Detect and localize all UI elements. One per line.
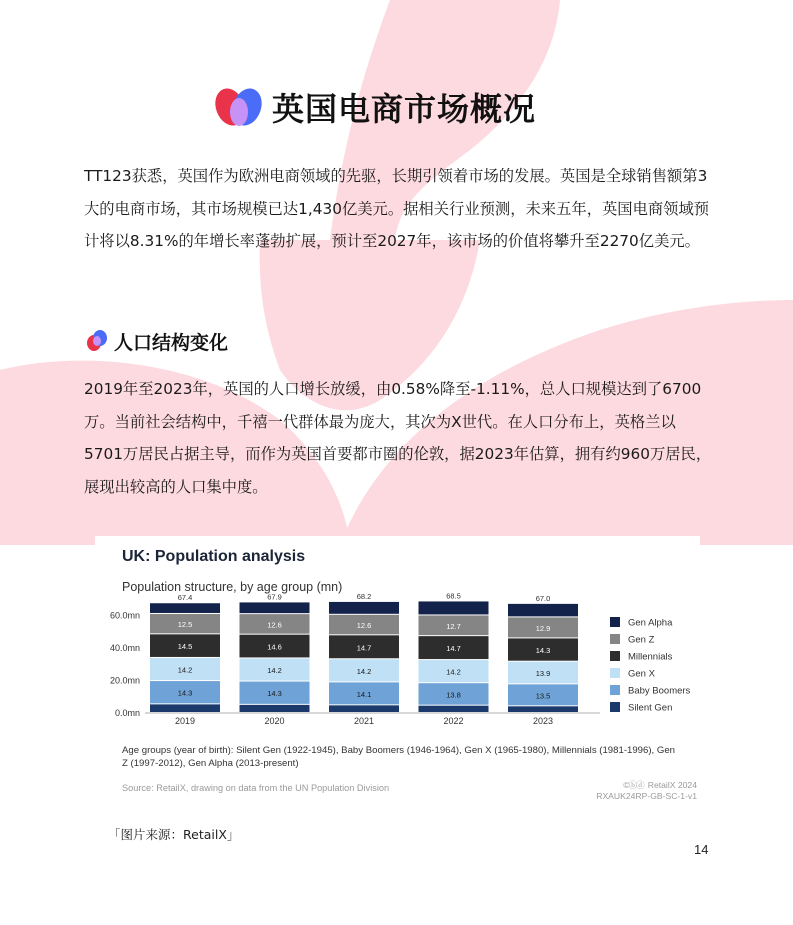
chart-note: Age groups (year of birth): Silent Gen (1922-1945), Baby Boomers (1946-1964), Gen X (1965-1980), Millennials (1981-1996), Gen Z (1997-2012), Gen Alpha (2013-present) — [122, 745, 676, 769]
bar-value-label: 12.9 — [535, 623, 551, 633]
y-tick-label: 40.0mn — [109, 642, 140, 653]
bar-value-label: 14.2 — [267, 666, 282, 676]
bar-segment — [329, 602, 399, 614]
bar-value-label: 14.6 — [267, 642, 282, 652]
section-title: 人口结构变化 — [114, 331, 229, 354]
bar-value-label: 14.2 — [446, 667, 461, 677]
legend-label: Gen X — [628, 668, 655, 680]
bar-value-label: 13.8 — [446, 690, 461, 700]
bar-value-label: 12.6 — [356, 621, 372, 631]
x-tick-label: 2019 — [174, 716, 196, 726]
bar-value-label: 14.1 — [356, 689, 372, 699]
chart-title: UK: Population analysis — [122, 548, 306, 565]
intro-paragraph: TT123获悉，英国作为欧洲电商领域的先驱，长期引领着市场的发展。英国是全球销售额第3大的电商市场，其市场规模已达1,430亿美元。据相关行业预测，未来五年，英国电商领域预计将以8.31%的年增长率蓬勃扩展，预计至2027年，该市场的价值将攀升至2270亿美元。 — [84, 167, 710, 250]
bar-segment — [150, 704, 220, 712]
bar-segment — [508, 706, 578, 712]
bar-segment — [240, 705, 310, 712]
bar-value-label: 14.5 — [177, 642, 193, 652]
bar-segment — [329, 705, 399, 712]
y-tick-label: 60.0mn — [109, 610, 140, 621]
bar-total-label: 67.9 — [267, 592, 282, 602]
population-chart-figure — [95, 536, 700, 806]
bar-value-label: 12.5 — [177, 620, 193, 630]
chart-credit — [596, 780, 697, 802]
creative-commons-icon: ©ⓑⓓ — [623, 780, 644, 790]
bar-value-label: 14.3 — [267, 689, 282, 699]
legend-label: Silent Gen — [628, 702, 673, 714]
legend-label: Baby Boomers — [628, 685, 691, 697]
legend-swatch — [610, 651, 620, 661]
legend-label: Millennials — [628, 651, 673, 663]
bar-total-label: 67.0 — [535, 593, 551, 603]
legend-swatch — [610, 617, 620, 627]
bar-total-label: 67.4 — [177, 593, 193, 603]
section-bullet-icon — [86, 329, 108, 353]
x-tick-label: 2022 — [443, 716, 464, 726]
chart-subtitle: Population structure, by age group (mn) — [122, 580, 343, 594]
bar-value-label: 13.5 — [535, 691, 551, 701]
chart-credit-text: RetailX 2024 — [647, 780, 697, 790]
page-header — [214, 84, 536, 130]
section-paragraph: 2019年至2023年，英国的人口增长放缓，由0.58%降至-1.11%，总人口规模达到了6700万。当前社会结构中，千禧一代群体最为庞大，其次为X世代。在人口分布上，英格兰以5701万居民占据主导，而作为英国首要都市圈的伦敦，据2023年估算，拥有约960万居民，展现出较高的人口集中度。 — [84, 380, 712, 496]
x-tick-label: 2021 — [353, 716, 375, 726]
image-caption: 「图片来源：RetailX」 — [108, 827, 240, 842]
bar-segment — [150, 603, 220, 613]
y-tick-label: 0.0mn — [114, 708, 140, 718]
bar-segment — [508, 604, 578, 617]
bar-segment — [419, 601, 489, 614]
bar-value-label: 14.7 — [446, 644, 461, 654]
x-tick-label: 2020 — [264, 716, 285, 726]
legend-label: Gen Alpha — [628, 617, 673, 629]
legend-swatch — [610, 634, 620, 644]
legend-swatch — [610, 702, 620, 712]
legend-label: Gen Z — [628, 634, 655, 646]
legend-swatch — [610, 685, 620, 695]
page-title: 英国电商市场概况 — [272, 90, 537, 128]
x-tick-label: 2023 — [532, 716, 554, 726]
bar-value-label: 14.2 — [356, 666, 372, 676]
bar-total-label: 68.2 — [356, 591, 372, 601]
bar-value-label: 14.3 — [177, 688, 193, 698]
brand-logo-icon — [214, 84, 264, 130]
bar-value-label: 14.2 — [177, 665, 193, 675]
chart-code: RXAUK24RP-GB-SC-1-v1 — [596, 791, 697, 801]
bar-value-label: 14.7 — [356, 643, 372, 653]
bar-value-label: 14.3 — [535, 646, 551, 656]
bar-total-label: 68.5 — [446, 591, 461, 601]
bar-segment — [240, 602, 310, 613]
page-number: 14 — [694, 842, 709, 857]
legend-swatch — [610, 668, 620, 678]
bar-value-label: 13.9 — [535, 669, 551, 679]
y-tick-label: 20.0mn — [109, 675, 140, 686]
chart-source: Source: RetailX, drawing on data from the UN Population Division — [122, 783, 390, 793]
bar-value-label: 12.6 — [267, 620, 282, 630]
stacked-bar-chart — [95, 591, 700, 726]
bar-value-label: 12.7 — [446, 621, 461, 631]
section-header — [86, 327, 228, 355]
bar-segment — [419, 706, 489, 712]
